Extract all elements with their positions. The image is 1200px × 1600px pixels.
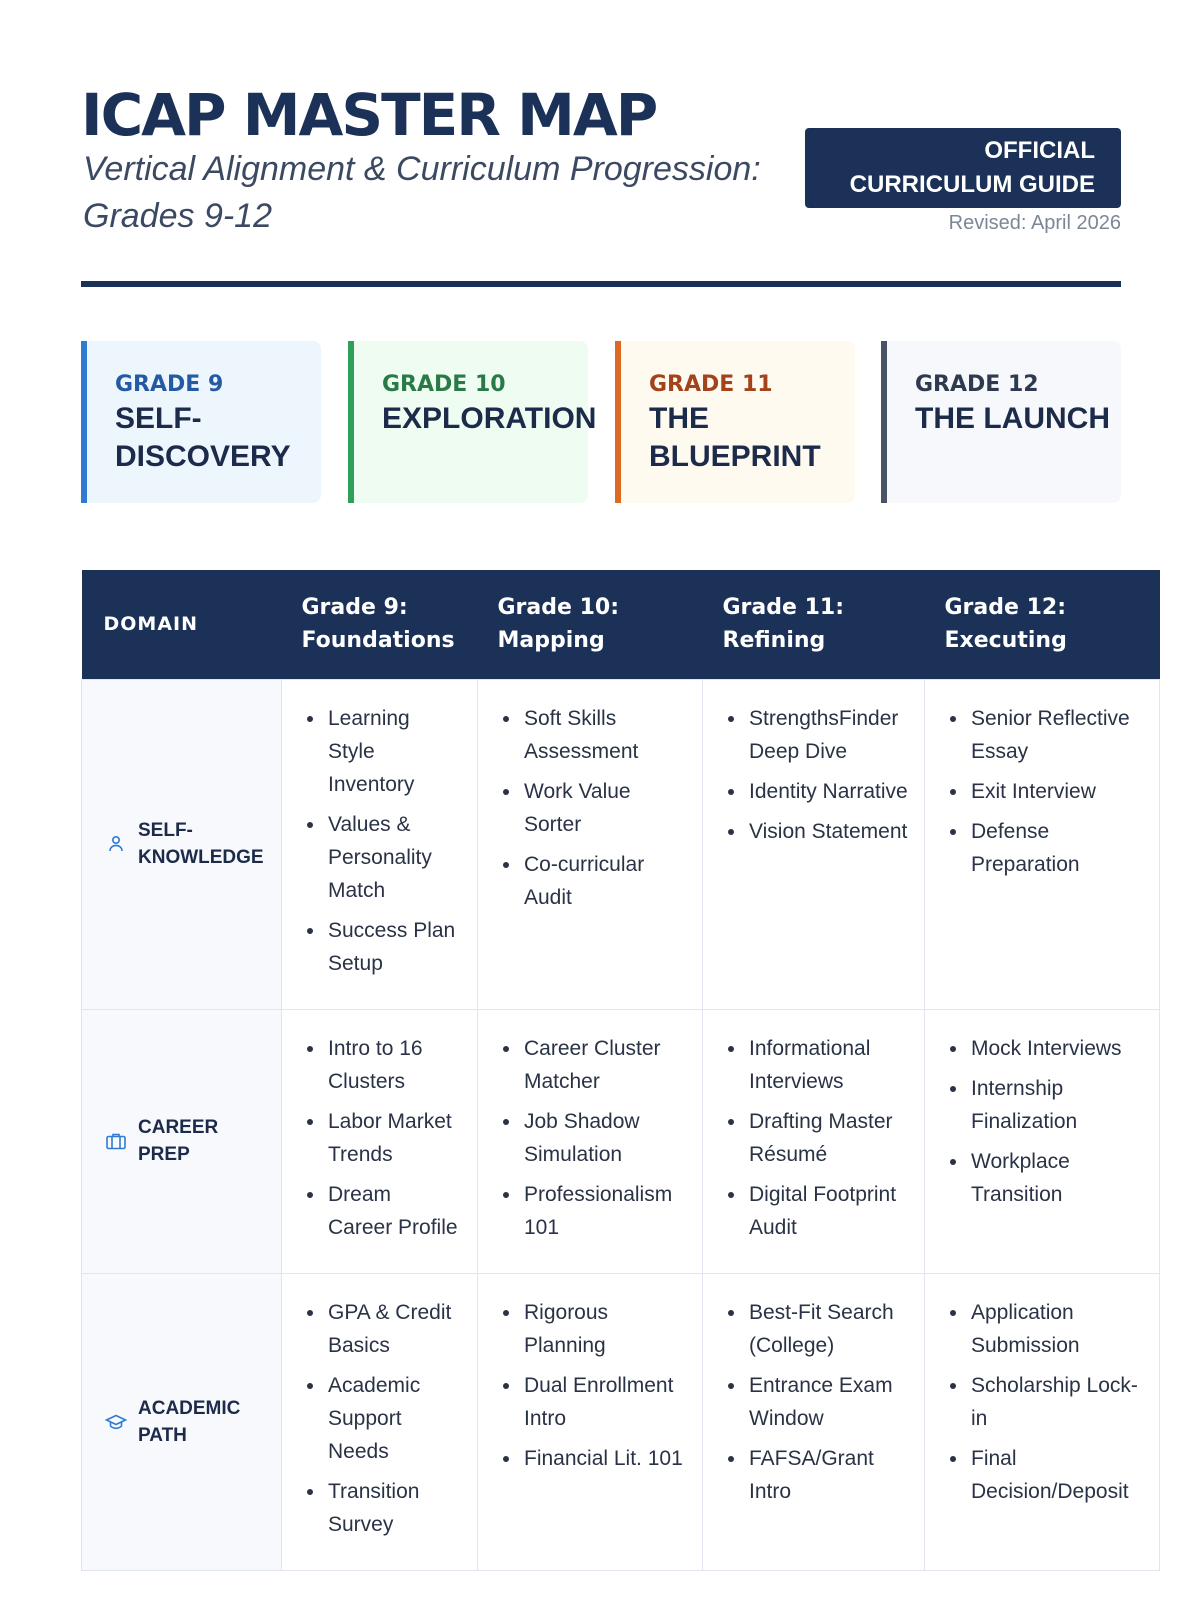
table-header-row [82, 570, 1160, 679]
grade-card-theme: EXPLORATION [382, 402, 597, 435]
column-header-grade-9: Grade 9: Foundations [282, 570, 478, 679]
page-header [81, 81, 1121, 235]
grade-cards [81, 341, 1121, 503]
list-item: Learning Style Inventory [328, 702, 461, 801]
person-icon [104, 832, 128, 856]
cell-career-prep-grade-10 [478, 1009, 703, 1273]
grade-card-11 [615, 341, 855, 503]
list-item: Job Shadow Simulation [524, 1105, 686, 1171]
table-row [82, 1009, 1160, 1273]
list-item: Intro to 16 Clusters [328, 1032, 461, 1098]
list-item: Financial Lit. 101 [524, 1442, 686, 1475]
list-item: Labor Market Trends [328, 1105, 461, 1171]
list-item: Best-Fit Search (College) [749, 1296, 908, 1362]
column-header-grade-11: Grade 11: Refining [703, 570, 925, 679]
list-item: StrengthsFinder Deep Dive [749, 702, 908, 768]
grade-card-theme: SELF-DISCOVERY [115, 402, 291, 473]
domain-label: ACADEMIC PATH [138, 1397, 241, 1446]
grade-card-theme: THE BLUEPRINT [649, 402, 821, 473]
briefcase-icon [104, 1129, 128, 1153]
grade-card-label: GRADE 11 [649, 372, 773, 397]
list-item: Senior Reflective Essay [971, 702, 1143, 768]
list-item: Scholarship Lock-in [971, 1369, 1143, 1435]
list-item: Values & Personality Match [328, 808, 461, 907]
grade-card-theme: THE LAUNCH [915, 402, 1110, 435]
list-item: Workplace Transition [971, 1145, 1143, 1211]
list-item: Informational Interviews [749, 1032, 908, 1098]
list-item: Soft Skills Assessment [524, 702, 686, 768]
cell-self-knowledge-grade-10 [478, 679, 703, 1009]
list-item: Vision Statement [749, 815, 908, 848]
table-row [82, 679, 1160, 1009]
page-subtitle: Vertical Alignment & Curriculum Progression: Grades 9-12 [83, 150, 761, 235]
cell-self-knowledge-grade-11 [703, 679, 925, 1009]
cell-career-prep-grade-12 [925, 1009, 1160, 1273]
cell-academic-path-grade-10 [478, 1273, 703, 1570]
list-item: Internship Finalization [971, 1072, 1143, 1138]
domain-cell-career-prep [82, 1009, 282, 1273]
list-item: Success Plan Setup [328, 914, 461, 980]
list-item: Dream Career Profile [328, 1178, 461, 1244]
grade-card-10 [348, 341, 597, 503]
curriculum-table [81, 570, 1160, 1571]
cell-career-prep-grade-11 [703, 1009, 925, 1273]
grade-card-12 [881, 341, 1121, 503]
column-header-domain: DOMAIN [82, 570, 282, 679]
list-item: FAFSA/Grant Intro [749, 1442, 908, 1508]
list-item: Professionalism 101 [524, 1178, 686, 1244]
list-item: Work Value Sorter [524, 775, 686, 841]
list-item: Transition Survey [328, 1475, 461, 1541]
list-item: Mock Interviews [971, 1032, 1143, 1065]
column-header-grade-10: Grade 10: Mapping [478, 570, 703, 679]
list-item: Co-curricular Audit [524, 848, 686, 914]
list-item: Application Submission [971, 1296, 1143, 1362]
domain-label: SELF-KNOWLEDGE [138, 820, 264, 868]
list-item: GPA & Credit Basics [328, 1296, 461, 1362]
table-row [82, 1273, 1160, 1570]
column-header-grade-12: Grade 12: Executing [925, 570, 1160, 679]
list-item: Rigorous Planning [524, 1296, 686, 1362]
revised-date: Revised: April 2026 [948, 212, 1121, 234]
cell-academic-path-grade-9 [282, 1273, 478, 1570]
list-item: Digital Footprint Audit [749, 1178, 908, 1244]
list-item: Drafting Master Résumé [749, 1105, 908, 1171]
list-item: Defense Preparation [971, 815, 1143, 881]
domain-cell-self-knowledge [82, 679, 282, 1009]
page-title: ICAP MASTER MAP [81, 81, 657, 149]
cell-self-knowledge-grade-12 [925, 679, 1160, 1009]
list-item: Final Decision/Deposit [971, 1442, 1143, 1508]
cell-self-knowledge-grade-9 [282, 679, 478, 1009]
header-divider [81, 281, 1121, 287]
list-item: Career Cluster Matcher [524, 1032, 686, 1098]
curriculum-guide-badge: OFFICIAL CURRICULUM GUIDE [805, 128, 1121, 208]
list-item: Identity Narrative [749, 775, 908, 808]
cell-career-prep-grade-9 [282, 1009, 478, 1273]
grade-card-9 [81, 341, 321, 503]
domain-label: CAREER PREP [138, 1117, 219, 1165]
list-item: Exit Interview [971, 775, 1143, 808]
cell-academic-path-grade-11 [703, 1273, 925, 1570]
domain-cell-academic-path [82, 1273, 282, 1570]
grade-card-label: GRADE 9 [115, 372, 224, 397]
grade-card-label: GRADE 12 [915, 372, 1039, 397]
list-item: Academic Support Needs [328, 1369, 461, 1468]
list-item: Entrance Exam Window [749, 1369, 908, 1435]
cell-academic-path-grade-12 [925, 1273, 1160, 1570]
grade-card-label: GRADE 10 [382, 372, 506, 397]
graduation-cap-icon [104, 1410, 128, 1434]
list-item: Dual Enrollment Intro [524, 1369, 686, 1435]
